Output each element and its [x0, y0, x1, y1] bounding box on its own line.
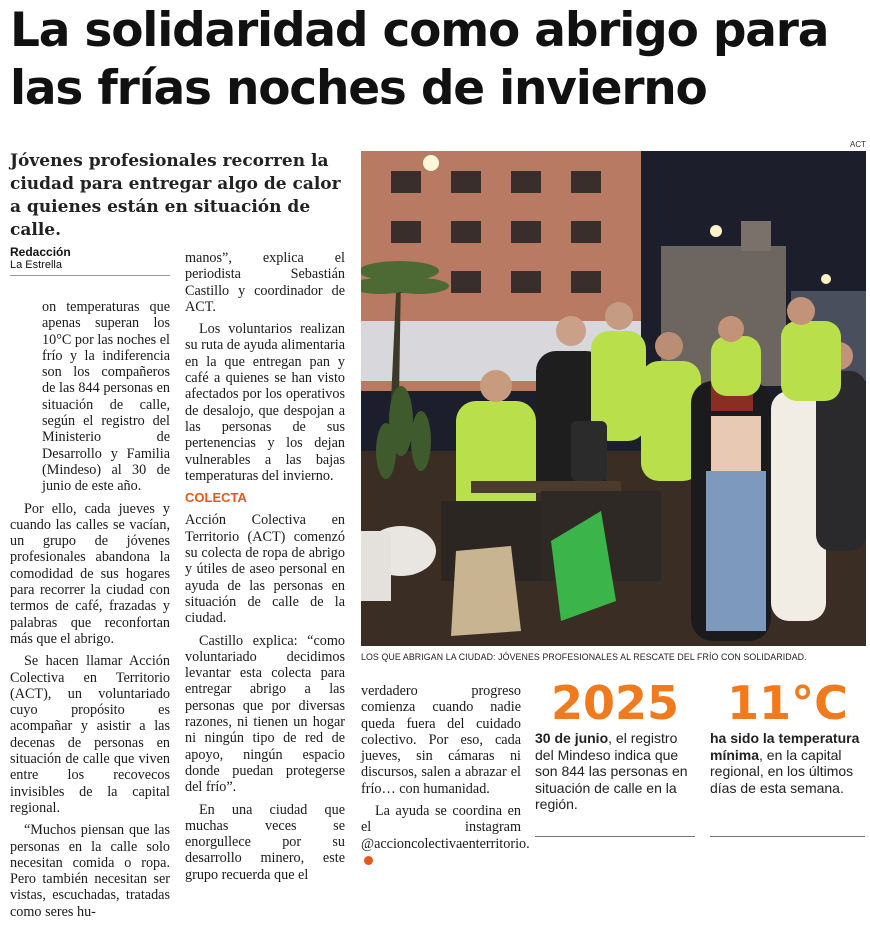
- divider: [710, 836, 865, 837]
- divider: [535, 836, 695, 837]
- stat-text-rest: , el registro del Mindeso indica que son 844 las personas en situación de calle en la región.: [535, 730, 688, 812]
- stat-text: [710, 730, 865, 796]
- stat-box-year: [535, 676, 695, 813]
- body-paragraph: Acción Colectiva en Territorio (ACT) comenzó su colecta de ropa de abrigo y útiles de aseo personal en ayuda de las personas en situación de calle de la ciudad.: [185, 512, 345, 627]
- stat-text: [535, 730, 695, 813]
- body-paragraph: En una ciudad que muchas veces se enorgullece por su desarrollo minero, este grupo recuerda que el: [185, 801, 345, 883]
- lead-paragraph: Jóvenes profesionales recorren la ciudad para entregar algo de calor a quienes están en situación de calle.: [10, 151, 341, 240]
- photo-caption: LOS QUE ABRIGAN LA CIUDAD: JÓVENES PROFESIONALES AL RESCATE DEL FRÍO CON SOLIDARIDAD.: [361, 652, 807, 662]
- body-paragraph: manos”, explica el periodista Sebastián Castillo y coordinador de ACT.: [185, 250, 345, 315]
- photo-credit: ACT: [850, 140, 866, 149]
- body-paragraph: verdadero progreso comienza cuando nadie queda fuera del cuidado colectivo. Por eso, cada jueves, sin cámaras ni discursos, salen a abrazar el frío… con humanidad.: [361, 683, 521, 797]
- column-1: [10, 299, 170, 926]
- body-paragraph: Se hacen llamar Acción Colectiva en Territorio (ACT), un voluntariado cuyo propósito es acompañar y asistir a las decenas de personas en situación de calle que viven entre los recovecos invisibles de la capital regional.: [10, 653, 170, 816]
- news-photo: [361, 151, 866, 646]
- stat-text-bold: 30 de junio: [535, 730, 609, 746]
- body-paragraph: [361, 803, 530, 868]
- stat-text-rest: , en la capital regional, en los últimos días de esta semana.: [710, 746, 854, 796]
- stat-box-temperature: [710, 676, 865, 796]
- stat-text-bold: ha sido la temperatura mínima: [710, 730, 860, 763]
- body-paragraph: “Muchos piensan que las personas en la calle solo necesitan comida o ropa. Pero también necesitan ser vistas, escuchadas, tratadas como seres hu-: [10, 822, 170, 920]
- body-paragraph: on temperaturas que apenas superan los 10°C por las noches el frío y la indiferencia son los compañeros de las 844 personas en situación de calle, según el registro del Ministerio de Desarrollo y Familia (Mindeso) al 30 de junio de este año.: [42, 299, 170, 495]
- byline: [10, 245, 170, 276]
- body-paragraph: Los voluntarios realizan su ruta de ayuda alimentaria en la que entregan pan y café a quienes se han visto afectados por los operativos de desalojo, que despojan a las personas de sus pertenencias y los dejan vulnerables a las bajas temperaturas del invierno.: [185, 321, 345, 484]
- photo-illustration: [361, 151, 866, 646]
- byline-publication: La Estrella: [10, 259, 62, 271]
- byline-name: Redacción: [10, 245, 71, 259]
- body-paragraph: Por ello, cada jueves y cuando las calles se vacían, un grupo de jóvenes profesionales abandona la comodidad de sus hogares para recorrer la ciudad con termos de café, frazadas y palabras que reconfortan más que el abrigo.: [10, 500, 170, 647]
- column-2: [185, 250, 345, 889]
- stat-number: 2025: [550, 676, 680, 730]
- section-subhead: COLECTA: [185, 490, 247, 506]
- body-paragraph: Castillo explica: “como voluntariado decidimos levantar esta colecta para entregar abrigo a las personas que por diversas razones, ni tienen un hogar ni ningún tipo de red de apoyo, ningún espacio donde puedan protegerse del frío”.: [185, 632, 345, 796]
- headline: La solidaridad como abrigo para las frías noches de invierno: [10, 3, 829, 116]
- column-3: [361, 683, 530, 874]
- stat-number: 11°C: [727, 676, 848, 730]
- body-paragraph-text: La ayuda se coordina en el instagram @accioncolectivaenterritorio.: [361, 803, 530, 852]
